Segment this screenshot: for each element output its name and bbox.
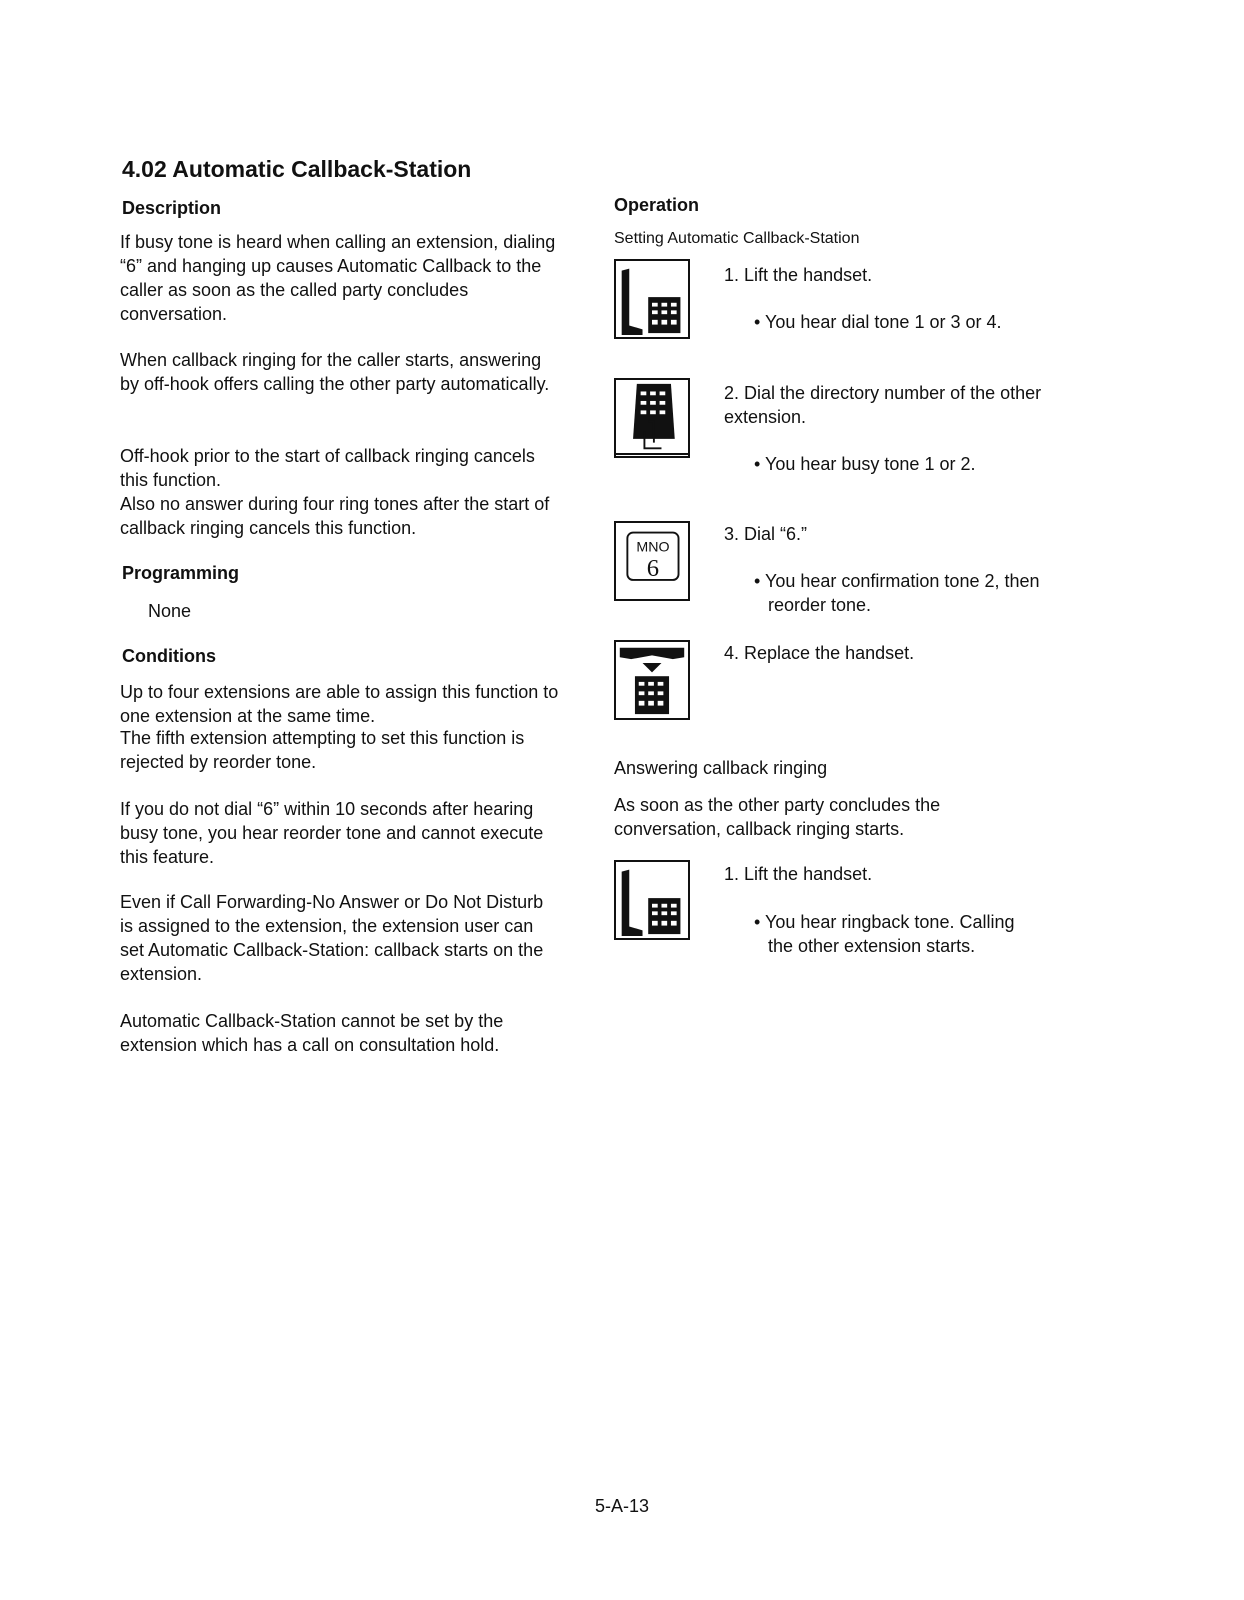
handset-lift-icon xyxy=(614,259,690,339)
conditions-paragraph-1: Up to four extensions are able to assign this function to one extension at the same time. xyxy=(120,682,559,726)
conditions-paragraph-3: If you do not dial “6” within 10 seconds after hearing busy tone, you hear reorder tone and cannot execute this feature. xyxy=(120,799,544,867)
key-6-icon xyxy=(614,521,690,601)
keypad-dial-icon xyxy=(614,378,690,458)
key-label: MNO xyxy=(636,539,670,556)
description-paragraph-1: If busy tone is heard when calling an extension, dialing “6” and hanging up causes Automatic Callback to the caller as soon as the called party concludes conversation. xyxy=(120,232,556,324)
setting-subheading: Setting Automatic Callback-Station xyxy=(614,230,860,247)
programming-text: None xyxy=(148,601,192,621)
conditions-heading: Conditions xyxy=(122,646,216,666)
answering-intro: As soon as the other party concludes the conversation, callback ringing starts. xyxy=(614,795,941,839)
conditions-paragraph-2: The fifth extension attempting to set this function is rejected by reorder tone. xyxy=(120,728,525,772)
conditions-paragraph-5: Automatic Callback-Station cannot be set by the extension which has a call on consultation hold. xyxy=(120,1011,504,1055)
step-text: Dial “6.” xyxy=(744,524,808,544)
handset-replace-icon xyxy=(614,640,690,720)
step-number: 3. xyxy=(724,524,740,544)
step-text: Replace the handset. xyxy=(744,643,915,663)
step-number: 1. xyxy=(724,265,740,285)
step-bullet: You hear confirmation tone 2, then reorder tone. xyxy=(764,571,1040,615)
step-text: Lift the handset. xyxy=(744,265,873,285)
page-title: 4.02 Automatic Callback-Station xyxy=(122,156,472,182)
programming-heading: Programming xyxy=(122,563,240,583)
page-number: 5-A-13 xyxy=(594,1496,650,1516)
step-bullet: You hear dial tone 1 or 3 or 4. xyxy=(764,312,1002,332)
handset-lift-icon xyxy=(614,860,690,940)
step-number: 1. xyxy=(724,864,740,884)
operation-heading: Operation xyxy=(614,195,700,215)
description-paragraph-3: Off-hook prior to the start of callback ringing cancels this function. xyxy=(120,446,535,490)
description-paragraph-2: When callback ringing for the caller starts, answering by off-hook offers calling the other party automatically. xyxy=(120,350,550,394)
conditions-paragraph-4: Even if Call Forwarding-No Answer or Do Not Disturb is assigned to the extension, the extension user can set Automatic Callback-Station: callback starts on the extension. xyxy=(120,892,544,984)
answering-subheading: Answering callback ringing xyxy=(614,758,828,778)
step-bullet: You hear ringback tone. Calling the other extension starts. xyxy=(764,912,1015,956)
step-text: Dial the directory number of the other extension. xyxy=(724,383,1042,427)
step-number: 4. xyxy=(724,643,740,663)
description-paragraph-4: Also no answer during four ring tones after the start of callback ringing cancels this function. xyxy=(120,494,550,538)
step-text: Lift the handset. xyxy=(744,864,873,884)
description-heading: Description xyxy=(122,198,222,218)
step-bullet: You hear busy tone 1 or 2. xyxy=(764,454,976,474)
key-digit: 6 xyxy=(646,555,660,583)
step-number: 2. xyxy=(724,383,740,403)
